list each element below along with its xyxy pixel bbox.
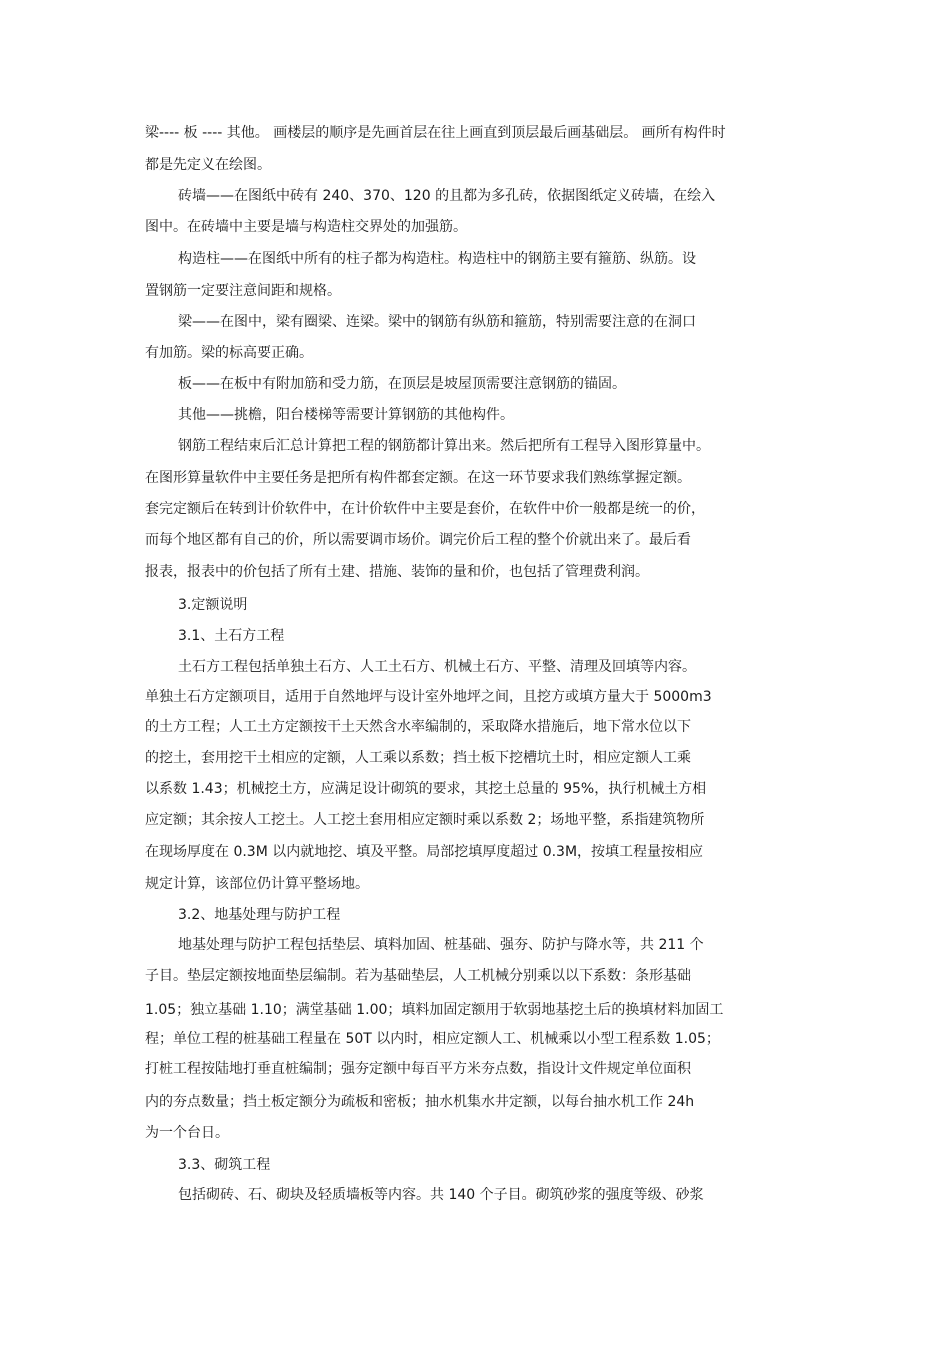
text-line: 以系数 1.43；机械挖土方，应满足设计砌筑的要求，其挖土总量的 95%，执行机械土方相 [145, 781, 707, 797]
text-line: 应定额；其余按人工挖土。人工挖土套用相应定额时乘以系数 2；场地平整，系指建筑物所 [145, 812, 705, 828]
text-line: 其他——挑檐，阳台楼梯等需要计算钢筋的其他构件。 [178, 407, 514, 423]
text-line: 套完定额后在转到计价软件中，在计价软件中主要是套价，在软件中价一般都是统一的价， [145, 501, 705, 517]
text-line: 构造柱——在图纸中所有的柱子都为构造柱。构造柱中的钢筋主要有箍筋、纵筋。设 [178, 251, 696, 267]
text-line: 报表，报表中的价包括了所有土建、措施、装饰的量和价，也包括了管理费利润。 [145, 564, 649, 580]
text-line: 地基处理与防护工程包括垫层、填料加固、桩基础、强夯、防护与降水等，共 211 个 [178, 937, 704, 953]
text-line: 钢筋工程结束后汇总计算把工程的钢筋都计算出来。然后把所有工程导入图形算量中。 [178, 438, 710, 454]
text-line: 1.05；独立基础 1.10；满堂基础 1.00；填料加固定额用于软弱地基挖土后的换填材料加固工 [145, 1002, 724, 1018]
text-line: 的挖土，套用挖干土相应的定额，人工乘以系数；挡土板下挖槽坑土时，相应定额人工乘 [145, 750, 691, 766]
text-line: 子目。垫层定额按地面垫层编制。若为基础垫层，人工机械分别乘以以下系数：条形基础 [145, 968, 691, 984]
text-line: 砖墙——在图纸中砖有 240、370、120 的且都为多孔砖，依据图纸定义砖墙，在绘入 [178, 188, 716, 204]
text-line: 单独土石方定额项目，适用于自然地坪与设计室外地坪之间，且挖方或填方量大于 5000m3 [145, 689, 712, 705]
section-heading: 3.定额说明 [178, 597, 248, 613]
text-line: 梁---- 板 ---- 其他。 画楼层的顺序是先画首层在往上画直到顶层最后画基础层。 画所有构件时 [145, 125, 726, 141]
text-line: 规定计算，该部位仍计算平整场地。 [145, 876, 369, 892]
text-line: 为一个台日。 [145, 1125, 229, 1141]
text-line: 内的夯点数量；挡土板定额分为疏板和密板；抽水机集水井定额，以每台抽水机工作 24h [145, 1094, 695, 1110]
text-line: 打桩工程按陆地打垂直桩编制；强夯定额中每百平方米夯点数，指设计文件规定单位面积 [145, 1061, 691, 1077]
text-line: 都是先定义在绘图。 [145, 157, 271, 173]
text-line: 置钢筋一定要注意间距和规格。 [145, 283, 341, 299]
subsection-heading: 3.2、地基处理与防护工程 [178, 907, 341, 923]
text-line: 图中。在砖墙中主要是墙与构造柱交界处的加强筋。 [145, 219, 467, 235]
text-line: 板——在板中有附加筋和受力筋，在顶层是坡屋顶需要注意钢筋的锚固。 [178, 376, 626, 392]
text-line: 土石方工程包括单独土石方、人工土石方、机械土石方、平整、清理及回填等内容。 [178, 659, 696, 675]
text-line: 有加筋。梁的标高要正确。 [145, 345, 313, 361]
text-line: 程；单位工程的桩基础工程量在 50T 以内时，相应定额人工、机械乘以小型工程系数 1.05； [145, 1031, 720, 1047]
text-line: 在现场厚度在 0.3M 以内就地挖、填及平整。局部挖填厚度超过 0.3M，按填工程量按相应 [145, 844, 704, 860]
text-line: 而每个地区都有自己的价，所以需要调市场价。调完价后工程的整个价就出来了。最后看 [145, 532, 691, 548]
text-line: 梁——在图中，梁有圈梁、连梁。梁中的钢筋有纵筋和箍筋，特别需要注意的在洞口 [178, 314, 696, 330]
subsection-heading: 3.3、砌筑工程 [178, 1157, 271, 1173]
text-line: 的土方工程；人工土方定额按干土天然含水率编制的，采取降水措施后，地下常水位以下 [145, 719, 691, 735]
text-line: 在图形算量软件中主要任务是把所有构件都套定额。在这一环节要求我们熟练掌握定额。 [145, 470, 691, 486]
text-line: 包括砌砖、石、砌块及轻质墙板等内容。共 140 个子目。砌筑砂浆的强度等级、砂浆 [178, 1187, 704, 1203]
subsection-heading: 3.1、土石方工程 [178, 628, 285, 644]
